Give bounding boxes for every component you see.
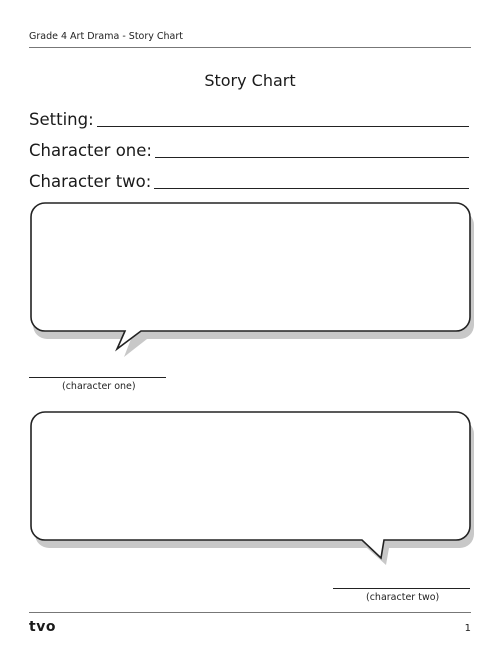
page-number: 1 [464, 623, 471, 634]
document-header: Grade 4 Art Drama - Story Chart [29, 31, 184, 42]
character-one-caption: (character one) [62, 381, 136, 392]
setting-label: Setting: [29, 110, 94, 129]
page-title: Story Chart [204, 71, 296, 90]
character-two-label: Character two: [29, 172, 152, 191]
character-two-signature-line[interactable] [333, 588, 470, 589]
character-one-label: Character one: [29, 141, 152, 160]
footer-divider [29, 612, 471, 613]
tvo-logo: tvo [29, 619, 56, 635]
character-two-caption: (character two) [366, 592, 440, 603]
